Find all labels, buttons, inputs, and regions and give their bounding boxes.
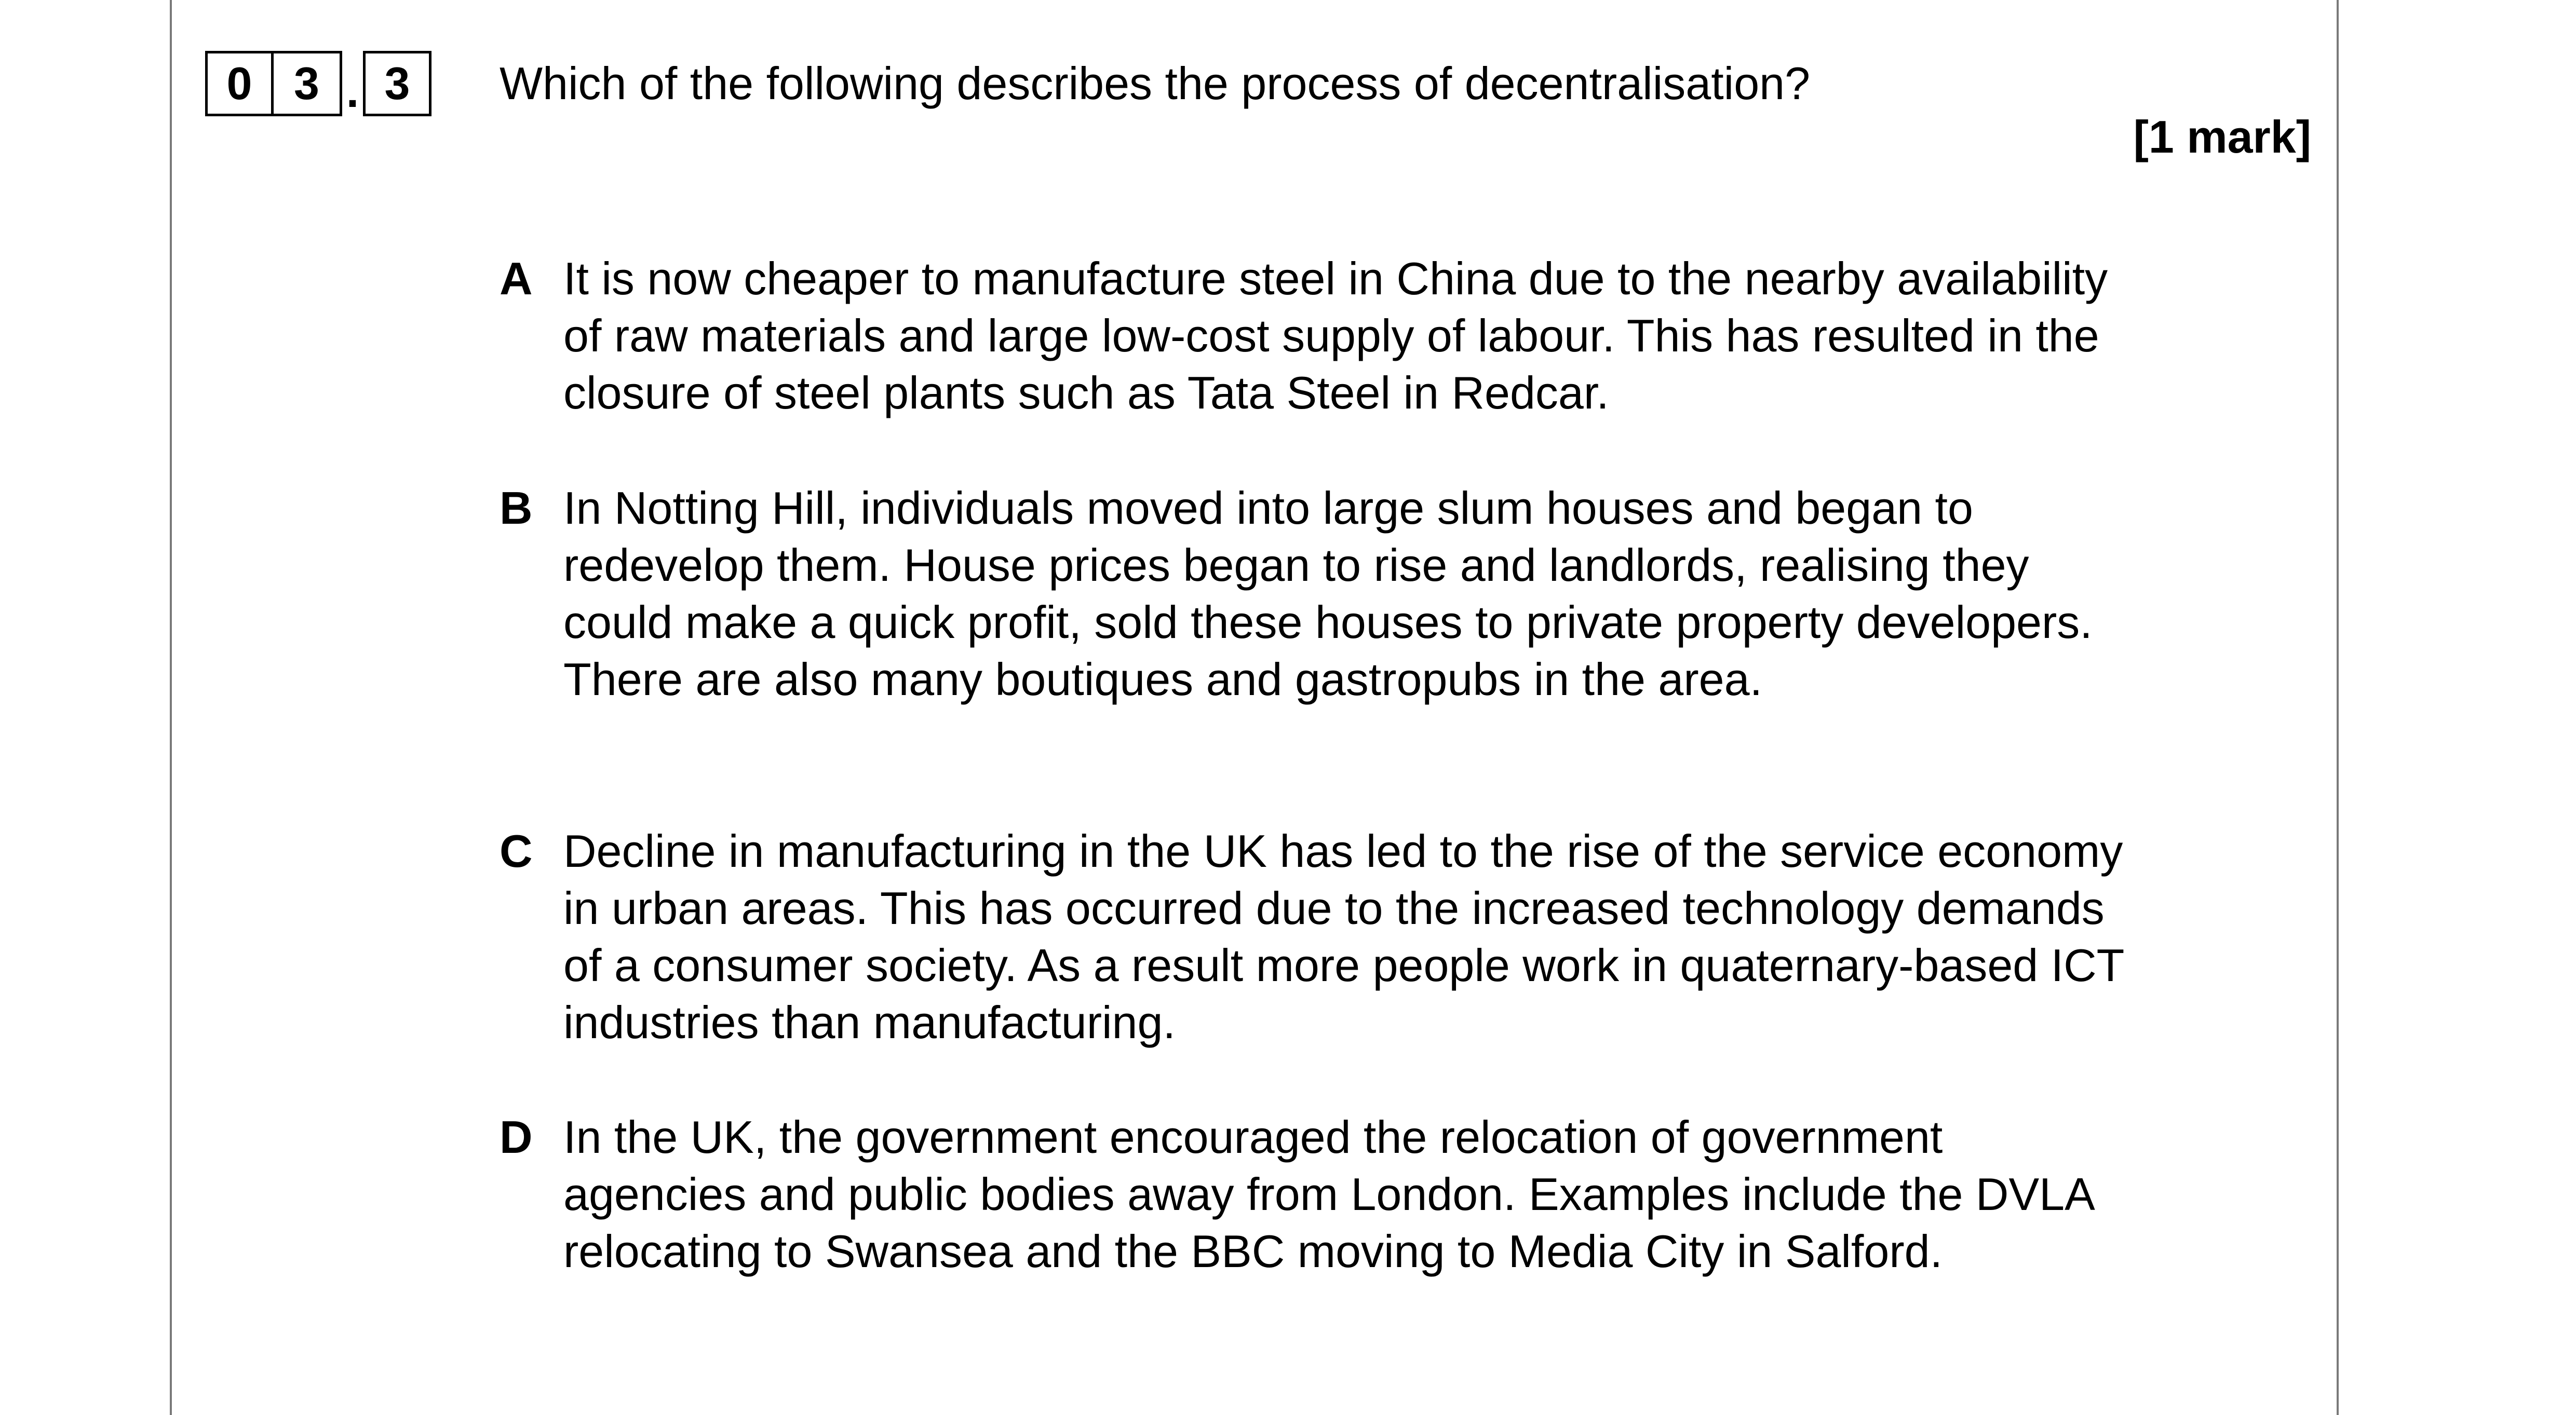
question-text: Which of the following describes the process of decentralisation? <box>500 58 1811 109</box>
option-letter: D <box>500 1111 533 1163</box>
option-letter: C <box>500 825 533 877</box>
option-text: It is now cheaper to manufacture steel in China due to the nearby availability of raw materials and large low-cost supply of labour. This has resulted in the closure of steel plants such as Tata Steel in Redcar. <box>563 253 2108 418</box>
question-number-digit-2: 3 <box>274 51 342 116</box>
page-left-margin-line <box>170 0 172 1415</box>
marks-label: [1 mark] <box>2133 111 2311 162</box>
question-number-digit-1: 0 <box>205 51 274 116</box>
option-letter: B <box>500 482 533 534</box>
page-right-margin-line <box>2337 0 2339 1415</box>
option-text: In Notting Hill, individuals moved into large slum houses and began to redevelop them. House prices began to rise and landlords, realising they could make a quick profit, sold these houses to private property developers. There are also many boutiques and gastropubs in the area. <box>563 482 2093 705</box>
question-sub-number-digit: 3 <box>363 51 431 116</box>
question-number-separator: . <box>346 65 359 117</box>
question-number <box>205 51 431 116</box>
option-letter: A <box>500 253 533 304</box>
option-text: Decline in manufacturing in the UK has led to the rise of the service economy in urban areas. This has occurred due to the increased technology demands of a consumer society. As a result more people work in quaternary-based ICT industries than manufacturing. <box>563 825 2124 1048</box>
option-text: In the UK, the government encouraged the relocation of government agencies and public bodies away from London. Examples include the DVLA relocating to Swansea and the BBC moving to Media City in Salford. <box>563 1111 2093 1277</box>
